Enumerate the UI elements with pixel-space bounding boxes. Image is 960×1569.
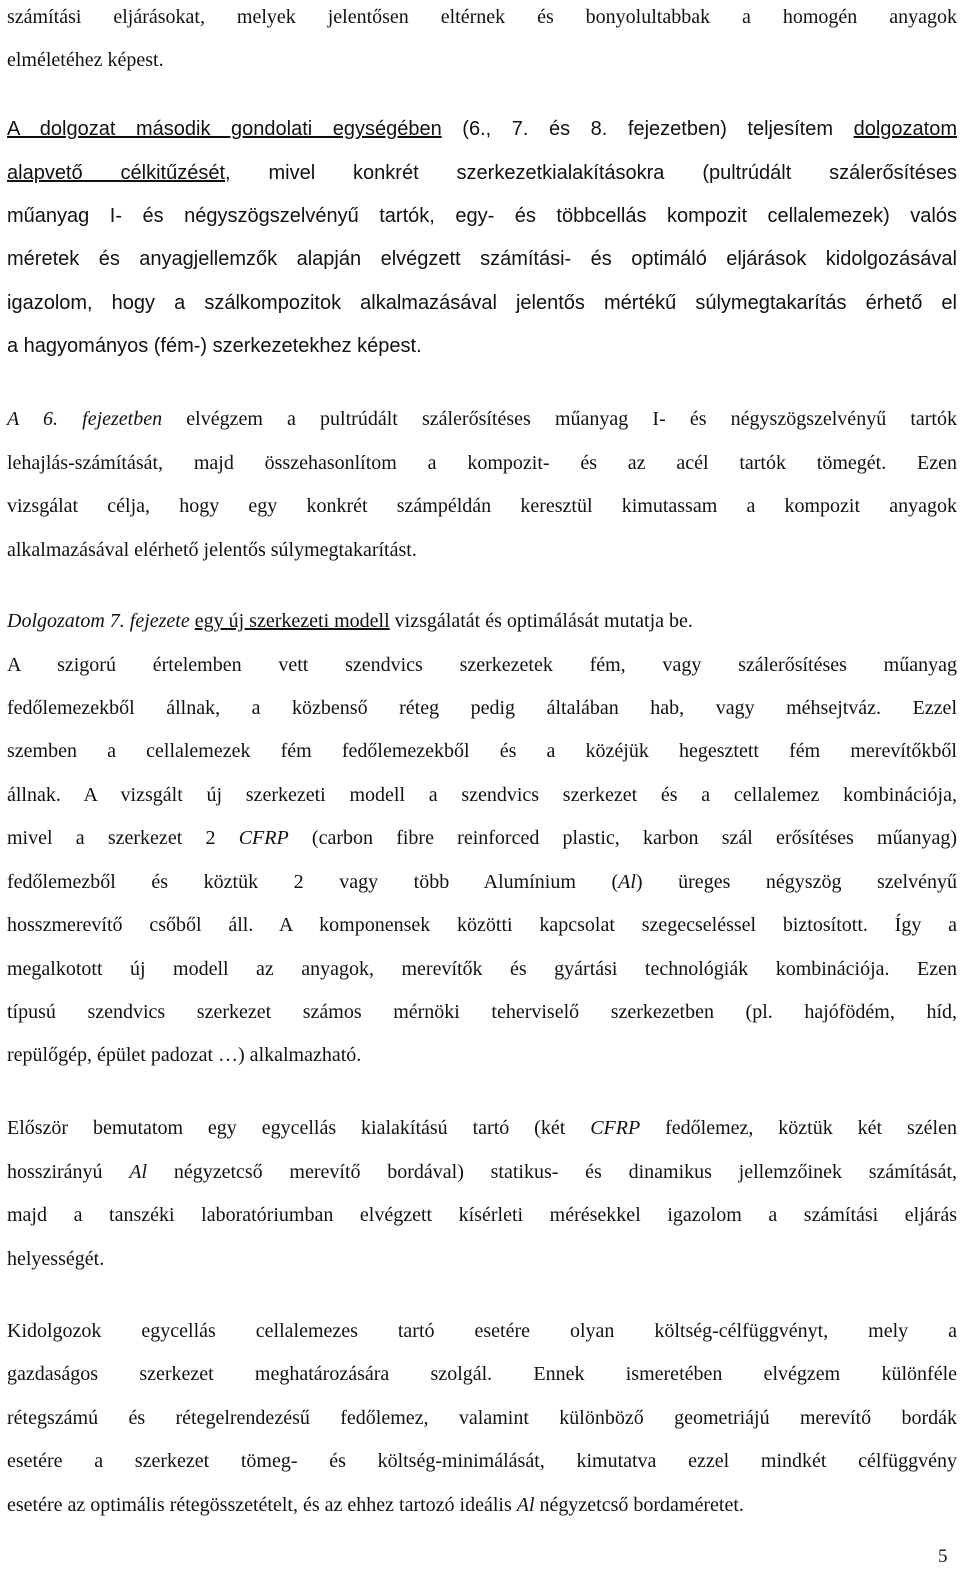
underlined-word: dolgozatom [853, 118, 957, 140]
paragraph-5-line-4: helyességét. [7, 1248, 105, 1270]
paragraph-4-line-8: hosszmerevítő csőből áll. A komponensek közötti kapcsolat szegecseléssel biztosított. Így a [7, 914, 957, 936]
paragraph-4-line-5: állnak. A vizsgált új szerkezeti modell a szendvics szerkezet és a cellalemez kombinációja, [7, 784, 957, 806]
paragraph-1-line-2: elméletéhez képest. [7, 49, 164, 71]
italic-term: CFRP [238, 827, 289, 849]
paragraph-3-line-1: A 6. fejezetben elvégzem a pultrúdált szálerősítéses műanyag I- és négyszögszelvényű tartók [7, 408, 957, 430]
paragraph-4-line-6: mivel a szerkezet 2 CFRP (carbon fibre reinforced plastic, karbon szál erősítéses műanyag) [7, 827, 957, 849]
page-number: 5 [938, 1546, 948, 1567]
paragraph-4-line-10: típusú szendvics szerkezet számos mérnöki teherviselő szerkezetben (pl. hajóföd​ém, híd, [7, 1001, 957, 1023]
paragraph-4-line-1: Dolgozatom 7. fejezete egy új szerkezeti modell vizsgálatát és optimálását mutatja be. [7, 610, 693, 632]
italic-term: CFRP [590, 1117, 641, 1139]
paragraph-2-line-3: műanyag I- és négyszögszelvényű tartók, egy- és többcellás kompozit cellalemezek) valós [7, 205, 957, 227]
italic-term: Al [618, 871, 636, 893]
paragraph-1-line-1: számítási eljárásokat, melyek jelentősen eltérnek és bonyolultabbak a homogén anyagok [7, 6, 957, 28]
paragraph-2-line-5: igazolom, hogy a szálkompozitok alkalmazásával jelentős mértékű súlymegtakarítás érhető el [7, 292, 957, 314]
paragraph-3-line-3: vizsgálat célja, hogy egy konkrét számpéldán keresztül kimutassam a kompozit anyagok [7, 495, 957, 517]
paragraph-2-line-2: alapvető célkitűzését, mivel konkrét szerkezetkialakításokra (pultrúdált szálerősítéses [7, 162, 957, 184]
paragraph-2-line-1: A dolgozat második gondolati egységében (6., 7. és 8. fejezetben) teljesítem dolgozatom [7, 118, 957, 140]
paragraph-5-line-1: Először bemutatom egy egycellás kialakítású tartó (két CFRP fedőlemez, köztük két szélen [7, 1117, 957, 1139]
paragraph-3-line-2: lehajlás-számítását, majd összehasonlítom a kompozit- és az acél tartók tömegét. Ezen [7, 452, 957, 474]
paragraph-4-line-9: megalkotott új modell az anyagok, merevítők és gyártási technológiák kombinációja. Ezen [7, 958, 957, 980]
paragraph-6-line-5: esetére az optimális rétegösszetételt, és az ehhez tartozó ideális Al négyzetcső bordaméretet. [7, 1494, 744, 1516]
paragraph-6-line-3: rétegszámú és rétegelrendezésű fedőlemez, valamint különböző geometriájú merevítő bordák [7, 1407, 957, 1429]
paragraph-4-line-11: repülőgép, épület padozat …) alkalmazható. [7, 1044, 362, 1066]
paragraph-5-line-3: majd a tanszéki laboratóriumban elvégzett kísérleti mérésekkel igazolom a számítási eljárás [7, 1204, 957, 1226]
paragraph-2-line-6: a hagyományos (fém-) szerkezetekhez képest. [7, 335, 422, 357]
italic-term: Al [516, 1494, 535, 1516]
italic-chapter-ref: A 6. fejezetben [7, 408, 163, 430]
underlined-phrase: alapvető célkitűzését, [7, 162, 231, 184]
paragraph-6-line-1: Kidolgozok egycellás cellalemezes tartó esetére olyan költség-célfüggvényt, mely a [7, 1320, 957, 1342]
paragraph-3-line-4: alkalmazásával elérhető jelentős súlymegtakarítást. [7, 539, 417, 561]
paragraph-4-line-4: szemben a cellalemezek fém fedőlemezekből és a közéjük hegesztett fém merevítőkből [7, 740, 957, 762]
underlined-phrase: A dolgozat második gondolati egységében [7, 118, 442, 140]
paragraph-5-line-2: hosszirányú Al négyzetcső merevítő bordával) statikus- és dinamikus jellemzőinek számítását, [7, 1161, 957, 1183]
paragraph-4-line-2: A szigorú értelemben vett szendvics szerkezetek fém, vagy szálerősítéses műanyag [7, 654, 957, 676]
italic-term: Al [129, 1161, 148, 1183]
italic-chapter-ref: Dolgozatom 7. fejezete [7, 610, 190, 632]
paragraph-6-line-2: gazdaságos szerkezet meghatározására szolgál. Ennek ismeretében elvégzem különféle [7, 1363, 957, 1385]
paragraph-6-line-4: esetére a szerkezet tömeg- és költség-minimálását, kimutatva ezzel mindkét célfüggvény [7, 1450, 957, 1472]
paragraph-2-line-4: méretek és anyagjellemzők alapján elvégzett számítási- és optimáló eljárások kidolgozásával [7, 248, 957, 270]
paragraph-4-line-3: fedőlemezekből állnak, a közbenső réteg pedig általában hab, vagy méhsejtváz. Ezzel [7, 697, 957, 719]
paragraph-4-line-7: fedőlemezből és köztük 2 vagy több Alumínium (Al) üreges négyszög szelvényű [7, 871, 957, 893]
underlined-phrase: egy új szerkezeti modell [194, 610, 390, 632]
